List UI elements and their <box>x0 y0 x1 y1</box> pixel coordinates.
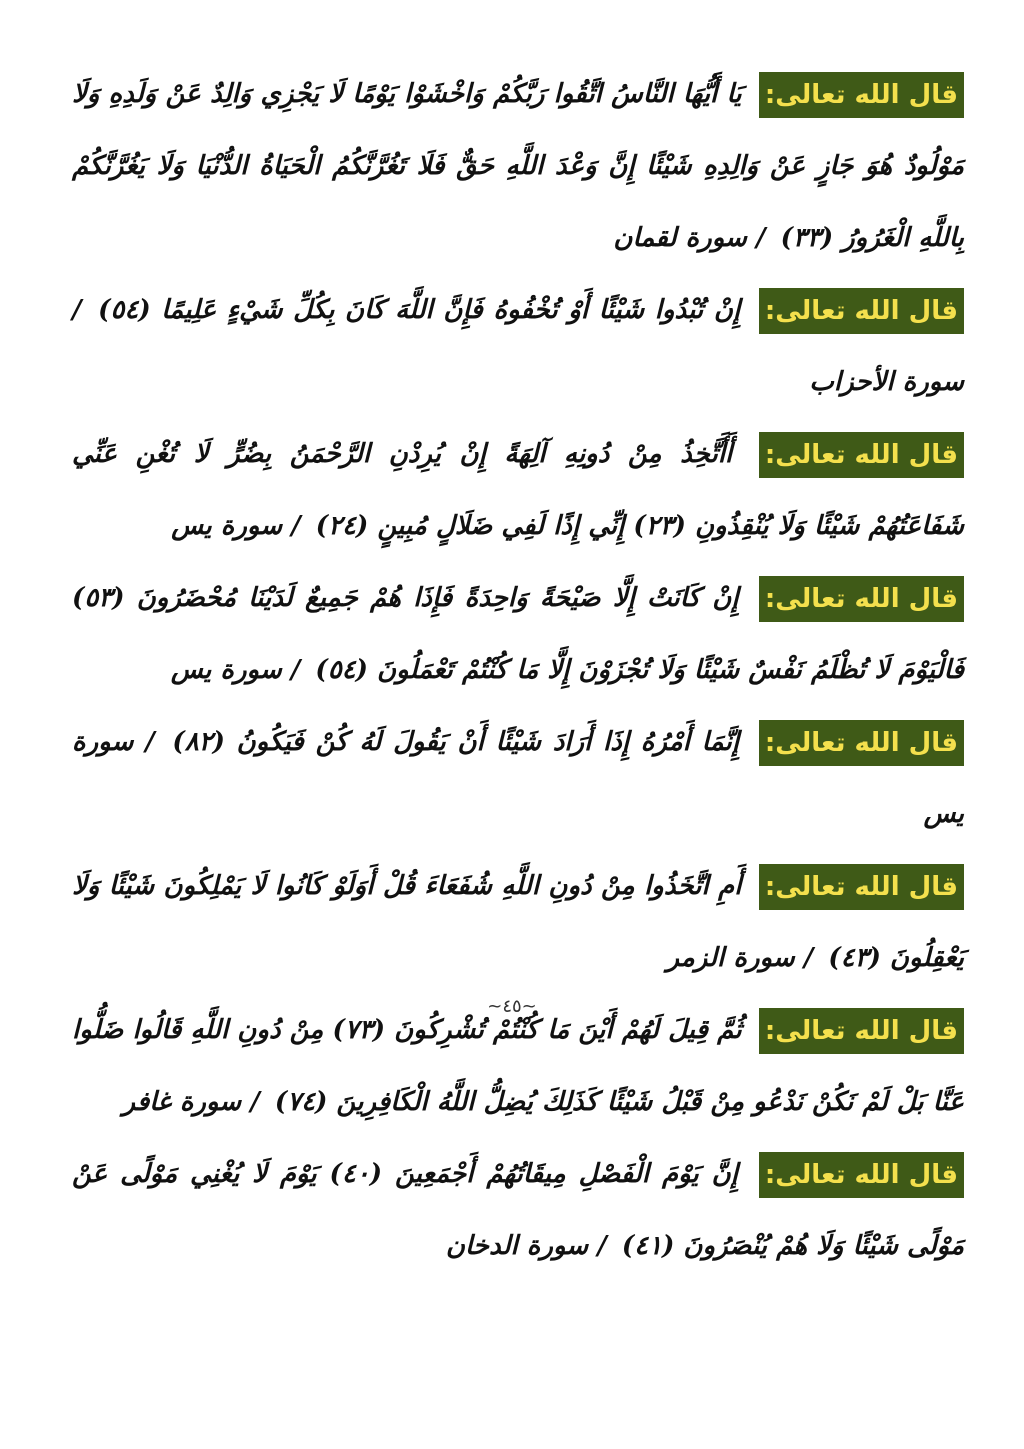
verse-block <box>72 58 964 274</box>
verse-block <box>72 418 964 562</box>
verse-text: أَأَتَّخِذُ مِنْ دُونِهِ آلِهَةً إِنْ يُرِدْنِ الرَّحْمَنُ بِضُرٍّ لَا تُغْنِ عَنِّي شَفَاعَتُهُمْ شَيْئًا وَلَا يُنْقِذُونِ (٢٣) إِنِّي إِذًا لَفِي ضَلَالٍ مُبِينٍ (٢٤) <box>72 439 964 541</box>
surah-reference: / سورة يس <box>72 727 964 829</box>
verse-text: ثُمَّ قِيلَ لَهُمْ أَيْنَ مَا كُنْتُمْ تُشْرِكُونَ (٧٣) مِنْ دُونِ اللَّهِ قَالُوا ضَلُّوا عَنَّا بَلْ لَمْ نَكُنْ نَدْعُو مِنْ قَبْلُ شَيْئًا كَذَلِكَ يُضِلُّ اللَّهُ الْكَافِرِينَ (٧٤) <box>72 1015 964 1117</box>
verse-intro-label: قال الله تعالى: <box>759 288 964 334</box>
surah-reference: / سورة يس <box>171 511 301 541</box>
verse-intro-label: قال الله تعالى: <box>759 1152 964 1198</box>
page-content <box>72 58 964 1282</box>
surah-reference: / سورة لقمان <box>613 223 766 253</box>
page-number: ~٤٥~ <box>487 996 537 1017</box>
verse-text: يَا أَيُّهَا النَّاسُ اتَّقُوا رَبَّكُمْ وَاخْشَوْا يَوْمًا لَا يَجْزِي وَالِدٌ عَنْ وَلَدِهِ وَلَا مَوْلُودٌ هُوَ جَازٍ عَنْ وَالِدِهِ شَيْئًا إِنَّ وَعْدَ اللَّهِ حَقٌّ فَلَا تَغُرَّنَّكُمُ الْحَيَاةُ الدُّنْيَا وَلَا يَغُرَّنَّكُمْ بِاللَّهِ الْغَرُورُ (٣٣) <box>72 79 964 253</box>
surah-reference: / سورة الأحزاب <box>72 295 964 397</box>
verse-intro-label: قال الله تعالى: <box>759 720 964 766</box>
verse-text: إِنَّ يَوْمَ الْفَصْلِ مِيقَاتُهُمْ أَجْمَعِينَ (٤٠) يَوْمَ لَا يُغْنِي مَوْلًى عَنْ مَوْلًى شَيْئًا وَلَا هُمْ يُنْصَرُونَ (٤١) <box>72 1159 964 1261</box>
surah-reference: / سورة يس <box>170 655 301 685</box>
verse-block <box>72 562 964 706</box>
verse-text: أَمِ اتَّخَذُوا مِنْ دُونِ اللَّهِ شُفَعَاءَ قُلْ أَوَلَوْ كَانُوا لَا يَمْلِكُونَ شَيْئًا وَلَا يَعْقِلُونَ (٤٣) <box>72 871 964 973</box>
verse-block <box>72 706 964 850</box>
verse-intro-label: قال الله تعالى: <box>759 576 964 622</box>
verse-block <box>72 274 964 418</box>
verse-block <box>72 1138 964 1282</box>
surah-reference: / سورة الزمر <box>666 943 814 973</box>
verse-intro-label: قال الله تعالى: <box>759 72 964 118</box>
verse-text: إِنَّمَا أَمْرُهُ إِذَا أَرَادَ شَيْئًا أَنْ يَقُولَ لَهُ كُنْ فَيَكُونُ (٨٢) <box>172 727 740 757</box>
surah-reference: / سورة غافر <box>122 1087 260 1117</box>
verse-block <box>72 850 964 994</box>
verse-intro-label: قال الله تعالى: <box>759 1008 964 1054</box>
surah-reference: / سورة الدخان <box>445 1231 607 1261</box>
verse-text: إِنْ تُبْدُوا شَيْئًا أَوْ تُخْفُوهُ فَإِنَّ اللَّهَ كَانَ بِكُلِّ شَيْءٍ عَلِيمًا (٥٤) <box>98 295 741 325</box>
verse-text: إِنْ كَانَتْ إِلَّا صَيْحَةً وَاحِدَةً فَإِذَا هُمْ جَمِيعٌ لَدَيْنَا مُحْضَرُونَ (٥٣) فَالْيَوْمَ لَا تُظْلَمُ نَفْسٌ شَيْئًا وَلَا تُجْزَوْنَ إِلَّا مَا كُنْتُمْ تَعْمَلُونَ (٥٤) <box>72 583 964 685</box>
verse-intro-label: قال الله تعالى: <box>759 864 964 910</box>
verse-intro-label: قال الله تعالى: <box>759 432 964 478</box>
